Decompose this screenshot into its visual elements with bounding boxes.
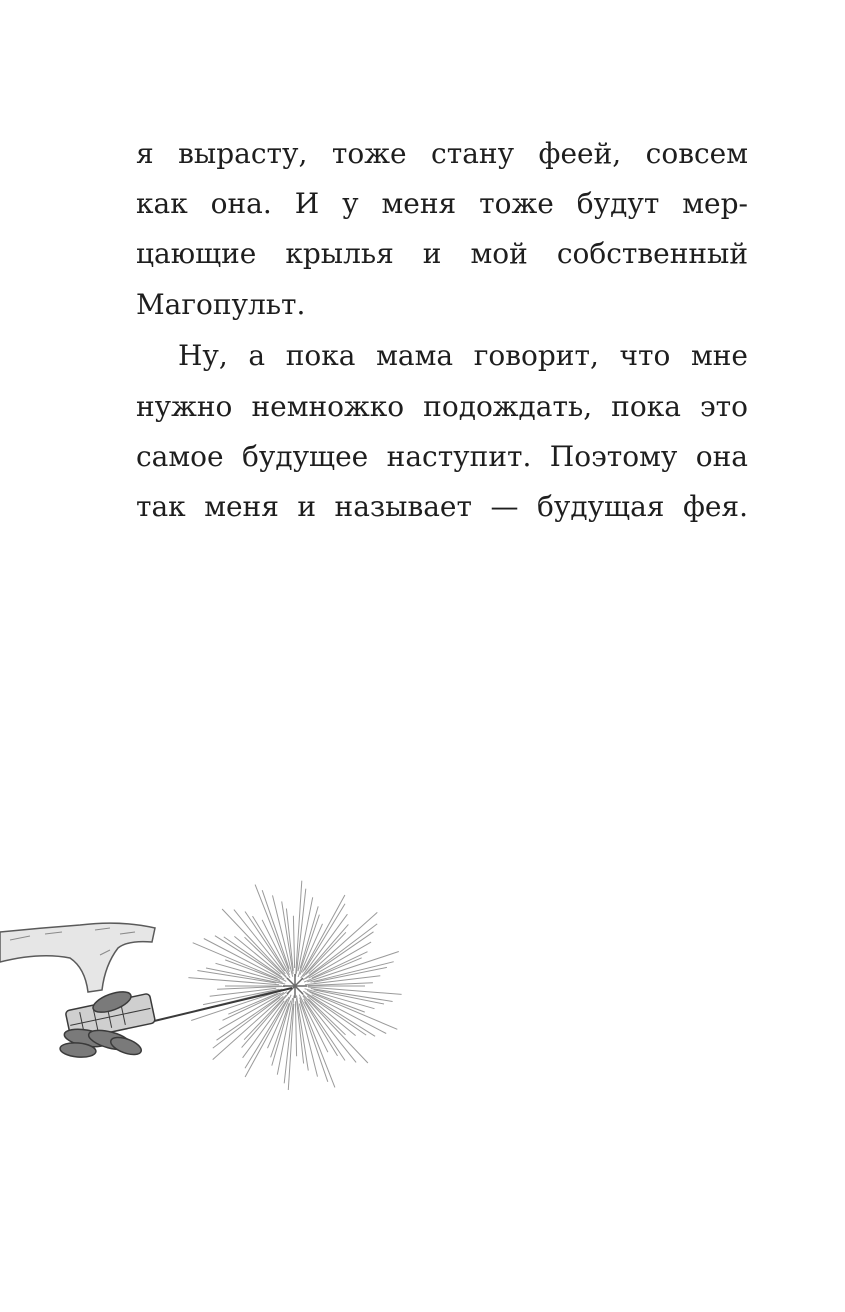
sparkle-ray (296, 881, 302, 977)
sparkle-ray (299, 1004, 317, 1077)
text-line: самое будущее наступит. Поэтому она (136, 440, 748, 473)
sparkle-ray (314, 967, 387, 982)
magic-wand-sparkle-icon (0, 870, 410, 1090)
sparkle-ray (296, 889, 305, 974)
text-line: я вырасту, тоже стану феей, совсем (136, 137, 748, 170)
text-line: нужно немножко подождать, пока это (136, 390, 748, 423)
text-line: как она. И у меня тоже будут мер- (136, 187, 748, 220)
sparkle-ray (244, 995, 286, 1039)
text-line: Магопульт. (136, 288, 306, 321)
sparkle-ray (307, 991, 365, 1013)
sparkle-ray (293, 916, 294, 968)
sparkle-ray (245, 997, 289, 1077)
text-line: Ну, а пока мама говорит, что мне (178, 339, 748, 372)
text-line: цающие крылья и мой собственный (136, 237, 748, 270)
sparkle-ray (295, 1001, 296, 1056)
text-line: так меня и называет — будущая фея. (136, 490, 748, 523)
